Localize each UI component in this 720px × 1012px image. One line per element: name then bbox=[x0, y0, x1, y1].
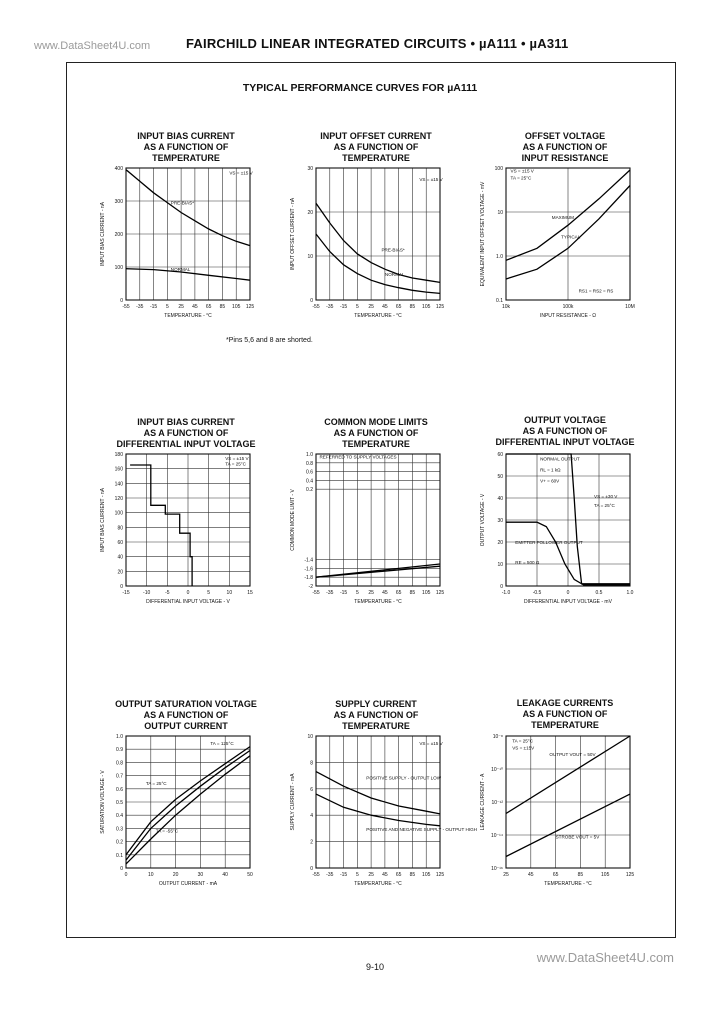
y-tick-label: 30 bbox=[307, 166, 313, 172]
y-axis-label: EQUIVALENT INPUT OFFSET VOLTAGE - mV bbox=[480, 181, 486, 287]
y-tick-label: 6 bbox=[310, 786, 313, 793]
x-tick-label: 5 bbox=[355, 590, 359, 596]
x-tick-label: 25 bbox=[368, 590, 374, 596]
y-tick-label: 0 bbox=[120, 584, 123, 590]
x-tick-label: 25 bbox=[178, 304, 184, 310]
y-tick-label: 0.8 bbox=[306, 460, 313, 467]
y-tick-label: 1.0 bbox=[496, 254, 503, 260]
watermark-bottom: www.DataSheet4U.com bbox=[536, 950, 674, 965]
x-tick-label: 65 bbox=[395, 872, 402, 878]
y-axis-label: SATURATION VOLTAGE - V bbox=[100, 770, 106, 834]
annotation: TA = 25°C bbox=[594, 502, 615, 508]
x-tick-label: 100k bbox=[562, 304, 574, 310]
x-tick-label: 85 bbox=[577, 872, 584, 878]
y-tick-label: 50 bbox=[497, 474, 503, 480]
x-tick-label: -35 bbox=[326, 590, 334, 596]
x-tick-label: -15 bbox=[122, 590, 130, 596]
y-tick-label: 10⁻⁸ bbox=[492, 734, 503, 740]
y-tick-label: 20 bbox=[117, 569, 123, 576]
y-tick-label: 0 bbox=[310, 866, 313, 872]
x-tick-label: -55 bbox=[312, 304, 320, 310]
y-tick-label: 60 bbox=[497, 452, 503, 458]
x-tick-label: 0.5 bbox=[595, 590, 603, 596]
x-tick-label: 10M bbox=[625, 304, 635, 310]
series-label: TA = -55°C bbox=[155, 828, 179, 834]
chart-title-5: COMMON MODE LIMITS AS A FUNCTION OF TEMPERATURE bbox=[324, 417, 428, 449]
y-tick-label: 10 bbox=[497, 562, 503, 568]
page-number: 9-10 bbox=[366, 962, 385, 972]
annotation: RE = 500 Ω bbox=[515, 560, 540, 565]
x-tick-label: -5 bbox=[165, 590, 170, 596]
x-axis-label: TEMPERATURE - °C bbox=[164, 313, 212, 319]
y-tick-label: 1.0 bbox=[306, 452, 313, 458]
y-tick-label: 0.2 bbox=[116, 839, 123, 846]
y-tick-label: 0.3 bbox=[116, 826, 123, 833]
y-tick-label: 120 bbox=[114, 496, 123, 502]
x-tick-label: -15 bbox=[339, 590, 348, 596]
x-tick-label: -55 bbox=[122, 304, 130, 310]
series-label: STROBE VOUT = 5V bbox=[555, 834, 600, 840]
x-tick-label: 0 bbox=[186, 590, 190, 596]
y-tick-label: 8 bbox=[310, 760, 313, 767]
x-tick-label: 5 bbox=[165, 304, 169, 310]
y-tick-label: 0 bbox=[500, 584, 503, 590]
x-tick-label: 50 bbox=[247, 872, 253, 878]
chart-offset-voltage-vs-input-resistance bbox=[470, 160, 640, 330]
y-tick-label: 100 bbox=[114, 265, 123, 271]
y-axis-label: LEAKAGE CURRENT - A bbox=[480, 773, 486, 831]
annotation: VS = ±15 V bbox=[229, 170, 253, 176]
chart-title-2: INPUT OFFSET CURRENT AS A FUNCTION OF TEMPERATURE bbox=[320, 131, 432, 163]
x-tick-label: 45 bbox=[382, 872, 388, 878]
y-tick-label: 0.5 bbox=[116, 800, 123, 806]
x-tick-label: 45 bbox=[382, 590, 388, 596]
y-tick-label: 10⁻¹² bbox=[491, 800, 503, 806]
y-tick-label: 180 bbox=[114, 452, 123, 458]
y-tick-label: 0.1 bbox=[116, 852, 123, 859]
x-tick-label: 105 bbox=[422, 590, 431, 596]
annotation: VS = ±15 V bbox=[419, 177, 443, 183]
x-tick-label: 125 bbox=[435, 872, 445, 878]
x-tick-label: -55 bbox=[312, 590, 320, 596]
series-label: PRE-BIAS* bbox=[381, 247, 405, 253]
annotation: VS = ±15 V bbox=[510, 168, 534, 174]
x-tick-label: 45 bbox=[192, 304, 198, 310]
annotation: TA = 25°C bbox=[225, 461, 246, 467]
x-tick-label: 45 bbox=[382, 304, 388, 310]
x-tick-label: -0.5 bbox=[532, 590, 542, 596]
y-tick-label: 100 bbox=[114, 510, 123, 517]
chart-title-4: INPUT BIAS CURRENT AS A FUNCTION OF DIFFERENTIAL INPUT VOLTAGE bbox=[116, 417, 256, 449]
x-tick-label: -1.0 bbox=[501, 590, 511, 596]
x-axis-label: TEMPERATURE - °C bbox=[544, 881, 592, 887]
x-tick-label: 85 bbox=[219, 304, 226, 310]
x-tick-label: 5 bbox=[355, 872, 359, 878]
y-tick-label: 20 bbox=[307, 210, 313, 216]
y-tick-label: 0.6 bbox=[116, 786, 123, 793]
y-tick-label: 0.8 bbox=[116, 760, 123, 767]
x-tick-label: 65 bbox=[205, 304, 212, 310]
y-tick-label: 200 bbox=[114, 232, 123, 238]
y-tick-label: 30 bbox=[497, 518, 503, 524]
annotation: RS1 = RS2 = RS bbox=[578, 288, 614, 294]
y-tick-label: 10 bbox=[307, 734, 313, 740]
x-tick-label: 105 bbox=[422, 872, 431, 878]
series-label: POSITIVE AND NEGATIVE SUPPLY - OUTPUT HIGH bbox=[366, 827, 477, 833]
chart-title-3: OFFSET VOLTAGE AS A FUNCTION OF INPUT RESISTANCE bbox=[521, 131, 609, 163]
annotation: V+ = 60V bbox=[540, 478, 560, 484]
x-tick-label: 125 bbox=[625, 872, 635, 878]
x-axis-label: TEMPERATURE - °C bbox=[354, 599, 402, 605]
annotation: VS = ±30 V bbox=[594, 494, 618, 499]
y-axis-label: SUPPLY CURRENT - mA bbox=[290, 773, 296, 831]
chart-title-6: OUTPUT VOLTAGE AS A FUNCTION OF DIFFERENTIAL INPUT VOLTAGE bbox=[495, 415, 635, 447]
x-tick-label: 10k bbox=[501, 304, 511, 310]
y-tick-label: 10 bbox=[307, 254, 313, 260]
annotation: VS = ±15 V bbox=[419, 741, 443, 747]
x-tick-label: -35 bbox=[136, 304, 144, 310]
x-tick-label: 85 bbox=[409, 590, 416, 596]
y-tick-label: 40 bbox=[117, 554, 123, 561]
x-axis-label: DIFFERENTIAL INPUT VOLTAGE - V bbox=[146, 599, 230, 605]
y-tick-label: -1.6 bbox=[304, 566, 313, 573]
x-axis-label: OUTPUT CURRENT - mA bbox=[158, 881, 218, 887]
y-tick-label: 10 bbox=[497, 210, 503, 216]
y-tick-label: 0.1 bbox=[496, 298, 503, 304]
plot-frame bbox=[316, 168, 440, 300]
annotation: VS = ±15V bbox=[512, 745, 535, 751]
x-tick-label: -15 bbox=[339, 872, 348, 878]
y-axis-label: INPUT BIAS CURRENT - nA bbox=[100, 488, 106, 552]
y-tick-label: 10⁻¹⁶ bbox=[491, 866, 503, 872]
chart-saturation-voltage-vs-output-current bbox=[90, 728, 260, 898]
series-line bbox=[316, 203, 440, 282]
x-tick-label: -35 bbox=[326, 304, 334, 310]
y-tick-label: 100 bbox=[494, 166, 503, 172]
series-label: POSITIVE SUPPLY - OUTPUT LOW bbox=[366, 775, 442, 781]
y-tick-label: 10⁻¹⁰ bbox=[491, 767, 503, 773]
series-label: PRE-BIAS* bbox=[170, 200, 195, 206]
x-tick-label: 105 bbox=[232, 304, 241, 310]
y-tick-label: 20 bbox=[497, 540, 503, 546]
chart-output-voltage-vs-differential-voltage bbox=[470, 446, 640, 616]
y-axis-label: INPUT OFFSET CURRENT - nA bbox=[290, 197, 296, 271]
annotation: REFERRED TO SUPPLY VOLTAGES bbox=[319, 454, 397, 460]
annotation: TA = 25°C bbox=[512, 738, 533, 744]
x-tick-label: 85 bbox=[409, 304, 416, 310]
chart-input-bias-vs-differential-voltage bbox=[90, 446, 260, 616]
y-tick-label: 0 bbox=[120, 866, 123, 872]
series-line bbox=[126, 756, 250, 864]
annotation: VS = ±15 V bbox=[225, 455, 249, 461]
y-tick-label: 40 bbox=[497, 496, 503, 502]
chart-supply-current-vs-temperature bbox=[280, 728, 477, 898]
series-label: MAXIMUM bbox=[551, 214, 574, 220]
y-tick-label: 0.9 bbox=[116, 747, 123, 754]
series-line bbox=[506, 794, 630, 856]
page-header: FAIRCHILD LINEAR INTEGRATED CIRCUITS • µA111 • µA311 bbox=[186, 36, 569, 51]
y-tick-label: 400 bbox=[114, 166, 123, 172]
watermark-top: www.DataSheet4U.com bbox=[34, 40, 151, 52]
x-tick-label: 1.0 bbox=[626, 590, 634, 596]
chart-title-9: LEAKAGE CURRENTS AS A FUNCTION OF TEMPERATURE bbox=[516, 698, 614, 730]
y-tick-label: 80 bbox=[117, 525, 123, 532]
x-tick-label: 105 bbox=[601, 872, 610, 878]
chart-common-mode-limits-vs-temperature bbox=[280, 446, 450, 616]
x-tick-label: 0 bbox=[566, 590, 570, 596]
annotation: TA = 25°C bbox=[510, 175, 532, 181]
x-tick-label: 25 bbox=[368, 872, 374, 878]
x-tick-label: 20 bbox=[172, 872, 179, 878]
x-tick-label: 5 bbox=[355, 304, 359, 310]
plot-frame bbox=[316, 736, 440, 868]
y-tick-label: -1.8 bbox=[304, 575, 313, 582]
y-tick-label: 60 bbox=[117, 540, 123, 546]
y-tick-label: 0.4 bbox=[306, 478, 313, 485]
x-tick-label: 0 bbox=[124, 872, 128, 878]
x-tick-label: 10 bbox=[226, 590, 233, 596]
y-tick-label: 140 bbox=[114, 481, 123, 488]
x-tick-label: 40 bbox=[222, 872, 228, 878]
x-tick-label: -10 bbox=[143, 590, 151, 596]
y-tick-label: 10⁻¹⁴ bbox=[490, 833, 503, 839]
series-label: NORMAL bbox=[170, 266, 191, 272]
annotation: NORMAL OUTPUT bbox=[540, 456, 580, 462]
x-tick-label: 25 bbox=[368, 304, 374, 310]
x-axis-label: DIFFERENTIAL INPUT VOLTAGE - mV bbox=[524, 599, 612, 605]
y-tick-label: -2 bbox=[308, 584, 313, 590]
series-label: TA = 125°C bbox=[210, 741, 234, 747]
chart-input-bias-vs-temperature bbox=[90, 160, 260, 330]
y-tick-label: 1.0 bbox=[116, 734, 123, 740]
y-tick-label: 2 bbox=[310, 839, 313, 846]
chart-title-1: INPUT BIAS CURRENT AS A FUNCTION OF TEMPERATURE bbox=[137, 131, 235, 163]
x-tick-label: 125 bbox=[435, 590, 445, 596]
annotation: RL = 1 kΩ bbox=[540, 467, 561, 473]
y-tick-label: 0 bbox=[310, 298, 313, 304]
y-axis-label: OUTPUT VOLTAGE - V bbox=[480, 493, 486, 547]
footnote: *Pins 5,6 and 8 are shorted. bbox=[226, 337, 313, 344]
chart-input-offset-vs-temperature bbox=[280, 160, 450, 330]
x-tick-label: 85 bbox=[409, 872, 416, 878]
x-tick-label: 45 bbox=[528, 872, 534, 878]
y-tick-label: 4 bbox=[310, 813, 313, 820]
chart-title-8: SUPPLY CURRENT AS A FUNCTION OF TEMPERATURE bbox=[333, 699, 419, 731]
y-tick-label: 0.4 bbox=[116, 813, 123, 820]
series-label: NORMAL bbox=[384, 271, 405, 277]
x-tick-label: 25 bbox=[503, 872, 509, 878]
y-tick-label: 0.6 bbox=[306, 469, 313, 476]
x-tick-label: -15 bbox=[149, 304, 158, 310]
y-tick-label: -1.4 bbox=[304, 557, 313, 564]
annotation: EMITTER FOLLOWER OUTPUT bbox=[515, 540, 583, 546]
x-tick-label: 105 bbox=[422, 304, 431, 310]
x-tick-label: 5 bbox=[207, 590, 211, 596]
series-line bbox=[316, 234, 440, 293]
y-tick-label: 0.7 bbox=[116, 773, 123, 780]
y-tick-label: 300 bbox=[114, 199, 123, 205]
series-line bbox=[316, 566, 440, 577]
series-label: TYPICAL bbox=[561, 234, 581, 240]
x-tick-label: -55 bbox=[312, 872, 320, 878]
chart-title-7: OUTPUT SATURATION VOLTAGE AS A FUNCTION OF OUTPUT CURRENT bbox=[115, 699, 257, 731]
series-label: OUTPUT VOUT = 50V bbox=[549, 752, 596, 758]
x-tick-label: 65 bbox=[395, 304, 402, 310]
x-tick-label: 30 bbox=[197, 872, 204, 878]
y-axis-label: INPUT BIAS CURRENT - nA bbox=[100, 202, 106, 266]
page-title: TYPICAL PERFORMANCE CURVES FOR µA111 bbox=[242, 82, 478, 94]
x-tick-label: 10 bbox=[148, 872, 154, 878]
series-label: TA = 25°C bbox=[145, 780, 167, 786]
y-axis-label: COMMON MODE LIMIT - V bbox=[290, 489, 296, 551]
y-tick-label: 160 bbox=[114, 466, 123, 473]
chart-leakage-currents-vs-temperature bbox=[470, 728, 640, 898]
x-tick-label: -35 bbox=[326, 872, 334, 878]
y-tick-label: 0.2 bbox=[306, 487, 313, 494]
x-tick-label: 125 bbox=[245, 304, 255, 310]
x-axis-label: TEMPERATURE - °C bbox=[354, 881, 402, 887]
x-tick-label: -15 bbox=[339, 304, 348, 310]
x-axis-label: INPUT RESISTANCE - Ω bbox=[539, 313, 597, 319]
x-tick-label: 65 bbox=[552, 872, 559, 878]
y-tick-label: 0 bbox=[120, 298, 123, 304]
x-tick-label: 125 bbox=[435, 304, 445, 310]
x-axis-label: TEMPERATURE - °C bbox=[354, 313, 402, 319]
x-tick-label: 65 bbox=[395, 590, 402, 596]
x-tick-label: 15 bbox=[247, 590, 253, 596]
